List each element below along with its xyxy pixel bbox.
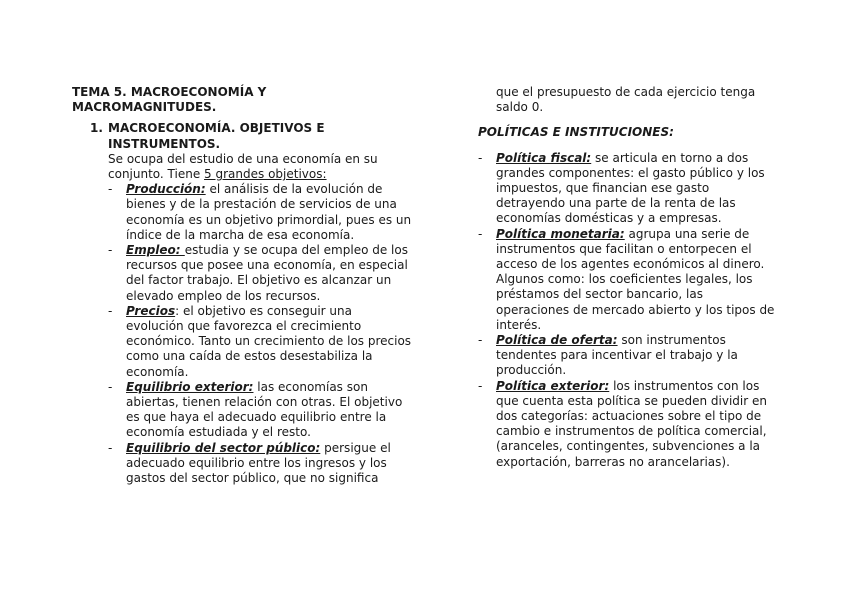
policies-list [478,151,778,470]
right-column [478,85,778,470]
objective-text: : el objetivo es conseguir una evolución que favorezca el crecimiento económico. Tanto un crecimiento de los precios como una caída de estos desestabiliza la economía. [126,303,412,379]
list-item [108,243,412,304]
list-item [478,150,778,227]
objectives-list [72,182,412,486]
dash-bullet: - [478,150,483,165]
section-intro-text: Se ocupa del estudio de una economía en su conjunto. Tiene [108,151,378,182]
objective-term: Precios [126,303,176,318]
policy-text: los instrumentos con los que cuenta esta política se pueden dividir en dos categorías: actuaciones sobre el tipo de cambio e instrumentos de política comercial, (aranceles, contingentes, subvenciones a la exportación, barreras no arancelarias). [496,378,767,469]
dash-bullet: - [478,333,483,348]
policy-term: Política fiscal: [496,150,592,165]
left-column [72,85,412,486]
list-item [108,182,412,243]
section-heading-text: MACROECONOMÍA. OBJETIVOS E INSTRUMENTOS. [108,121,325,151]
objective-term: Equilibrio del sector público: [126,440,321,455]
list-item [478,226,778,333]
section-intro-underlined: 5 grandes objetivos: [204,167,327,182]
objective-term: Producción: [126,182,206,197]
policy-term: Política de oferta: [496,333,618,348]
list-item [108,303,412,380]
dash-bullet: - [108,303,113,318]
section-number: 1. [90,121,103,136]
list-item [478,333,778,379]
list-item [478,378,778,470]
continuation-text: que el presupuesto de cada ejercicio tenga saldo 0. [496,85,756,115]
section-heading [72,121,412,151]
objective-term: Equilibrio exterior: [126,379,254,394]
dash-bullet: - [478,226,483,241]
policy-term: Política exterior: [496,378,610,393]
objective-term: Empleo: [126,243,185,258]
objective-text: las economías son abiertas, tienen relación con otras. El objetivo es que haya el adecuado equilibrio entre la economía estudiada y el resto. [126,379,403,440]
dash-bullet: - [108,379,113,394]
policy-term: Política monetaria: [496,226,625,241]
policy-text: se articula en torno a dos grandes componentes: el gasto público y los impuestos, que financian ese gasto detrayendo una parte de la renta de las economías domésticas y a empresas. [496,150,765,226]
objective-text: el análisis de la evolución de bienes y de la prestación de servicios de una economía es un objetivo primordial, pues es un índice de la marcha de esa economía. [126,182,412,242]
section-intro [72,152,412,182]
dash-bullet: - [108,243,113,258]
policy-text: son instrumentos tendentes para incentivar el trabajo y la producción. [496,333,738,378]
list-item [108,440,412,487]
objective-text: persigue el adecuado equilibrio entre los ingresos y los gastos del sector público, que no significa [126,440,391,486]
policy-text: agrupa una serie de instrumentos que facilitan o entorpecen el acceso de los agentes económicos al dinero. Algunos como: los coeficientes legales, los préstamos del sector bancario, las operaciones de mercado abierto y los tipos de interés. [496,226,775,332]
list-item [108,379,412,441]
objective-text: estudia y se ocupa del empleo de los recursos que posee una economía, en especial del factor trabajo. El objetivo es alcanzar un elevado empleo de los recursos. [126,243,408,303]
policies-heading: POLÍTICAS E INSTITUCIONES: [478,125,674,140]
dash-bullet: - [478,378,483,393]
dash-bullet: - [108,182,113,197]
dash-bullet: - [108,440,113,455]
document-title: TEMA 5. MACROECONOMÍA Y MACROMAGNITUDES. [72,85,267,115]
